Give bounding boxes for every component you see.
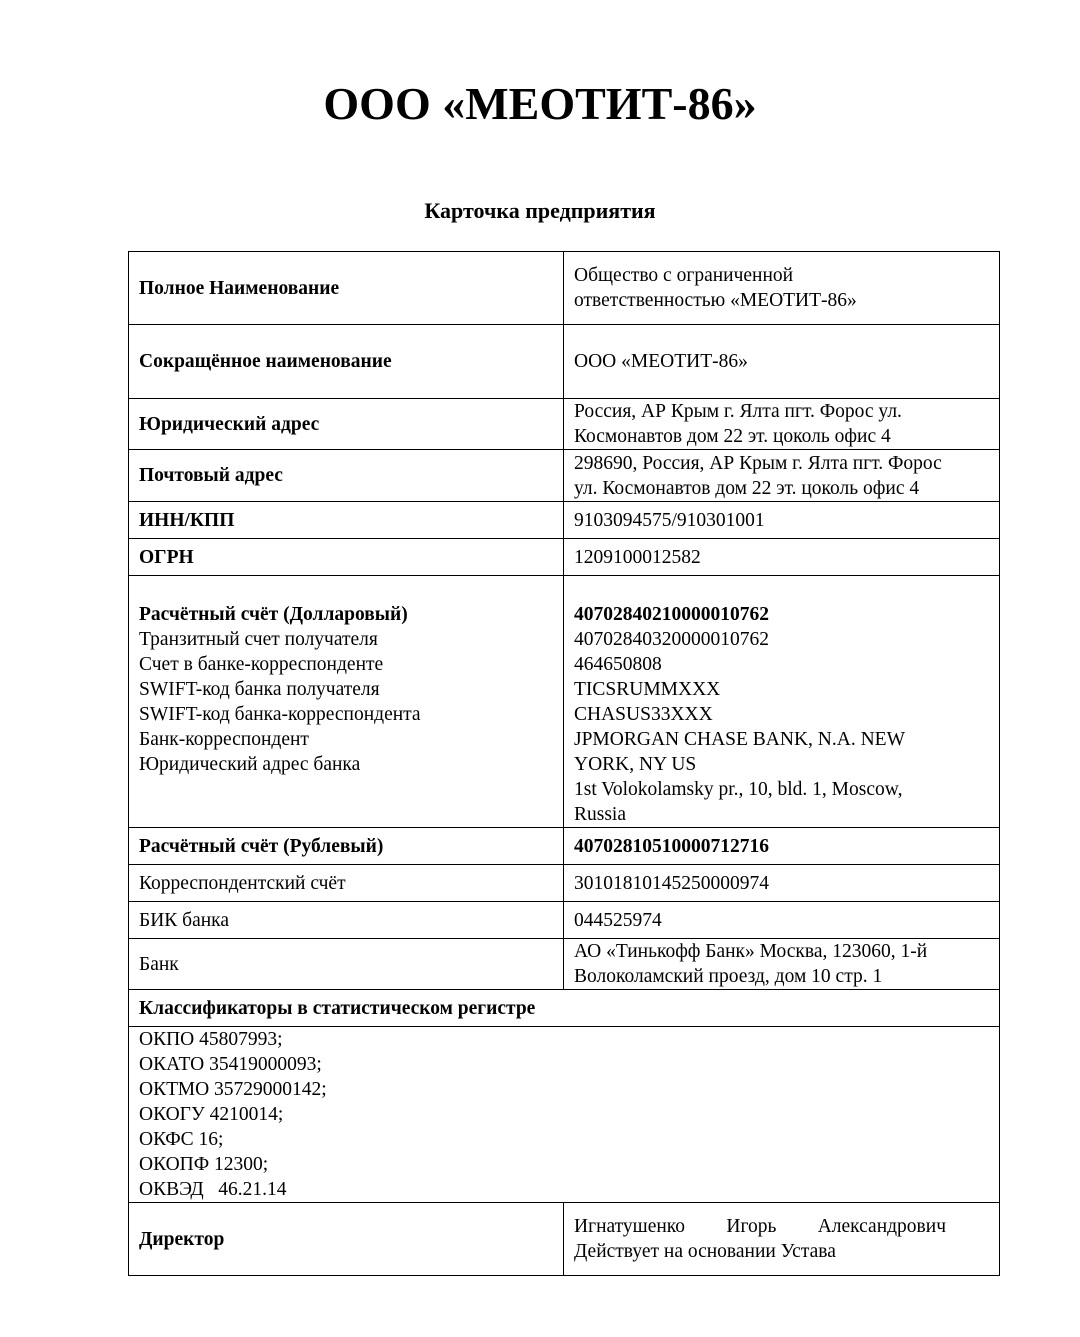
corr-account-label: Корреспондентский счёт (139, 872, 346, 894)
classifiers-list-cell (129, 1027, 1000, 1203)
label-cell (129, 252, 564, 325)
beneficiary-swift-label: SWIFT-код банка получателя (139, 679, 380, 700)
director-basis: Действует на основании Устава (574, 1241, 836, 1262)
postal-address-line2: ул. Космонавтов дом 22 эт. цоколь офис 4 (574, 477, 920, 499)
inn-kpp-value: 9103094575/910301001 (574, 509, 765, 531)
oktmo-code: ОКТМО 35729000142; (139, 1079, 327, 1100)
label-cell (129, 865, 564, 902)
correspondent-bank-value-line2: YORK, NY US (574, 754, 697, 775)
bik-value: 044525974 (574, 909, 662, 931)
corr-account-value: 30101810145250000974 (574, 872, 769, 894)
ogrn-label: ОГРН (139, 546, 194, 568)
row-short-name (129, 325, 1000, 399)
label-cell (129, 902, 564, 939)
usd-account-label: Расчётный счёт (Долларовый) (139, 604, 408, 625)
value-cell (564, 1203, 1000, 1276)
transit-account-value: 40702840320000010762 (574, 629, 769, 650)
inn-kpp-label: ИНН/КПП (139, 509, 235, 531)
usd-account-value: 40702840210000010762 (574, 604, 769, 625)
correspondent-swift-value: CHASUS33XXX (574, 704, 713, 725)
row-bank (129, 939, 1000, 990)
director-label: Директор (139, 1228, 225, 1250)
director-patronymic: Александрович (817, 1216, 946, 1237)
rub-account-value: 40702810510000712716 (574, 835, 769, 857)
rub-account-label: Расчётный счёт (Рублевый) (139, 835, 384, 857)
bank-value-line2: Волоколамский проезд, дом 10 стр. 1 (574, 966, 883, 987)
row-usd-account (129, 576, 1000, 828)
okfs-code: ОКФС 16; (139, 1129, 224, 1150)
value-cell (564, 450, 1000, 502)
value-cell (564, 502, 1000, 539)
label-cell (129, 399, 564, 450)
transit-account-label: Транзитный счет получателя (139, 629, 378, 650)
label-cell (129, 450, 564, 502)
full-name-value-line1: Общество с ограниченной (574, 265, 794, 286)
short-name-value: ООО «МЕОТИТ-86» (574, 351, 748, 372)
ogrn-value: 1209100012582 (574, 546, 701, 568)
row-legal-address (129, 399, 1000, 450)
value-cell (564, 576, 1000, 828)
correspondent-account-value: 464650808 (574, 654, 662, 675)
value-cell (564, 865, 1000, 902)
label-cell (129, 502, 564, 539)
okopf-code: ОКОПФ 12300; (139, 1154, 269, 1175)
bank-legal-address-label: Юридический адрес банка (139, 754, 361, 775)
row-rub-account (129, 828, 1000, 865)
value-cell (564, 325, 1000, 399)
bank-legal-address-value-line1: 1st Volokolamsky pr., 10, bld. 1, Moscow, (574, 779, 903, 800)
company-card-table (128, 251, 1000, 1276)
row-ogrn (129, 539, 1000, 576)
label-cell (129, 576, 564, 828)
director-first-name: Игорь (726, 1216, 777, 1237)
label-cell (129, 539, 564, 576)
row-full-name (129, 252, 1000, 325)
value-cell (564, 939, 1000, 990)
value-cell (564, 399, 1000, 450)
postal-address-line1: 298690, Россия, АР Крым г. Ялта пгт. Форос (574, 452, 942, 474)
correspondent-bank-label: Банк-корреспондент (139, 729, 309, 750)
label-cell (129, 828, 564, 865)
value-cell (564, 828, 1000, 865)
row-postal-address (129, 450, 1000, 502)
row-corr-account (129, 865, 1000, 902)
bik-label: БИК банка (139, 909, 230, 931)
correspondent-bank-value-line1: JPMORGAN CHASE BANK, N.A. NEW (574, 729, 905, 750)
row-inn-kpp (129, 502, 1000, 539)
okogu-code: ОКОГУ 4210014; (139, 1104, 284, 1125)
row-classifiers-heading (129, 990, 1000, 1027)
classifiers-heading-cell (129, 990, 1000, 1027)
postal-address-label: Почтовый адрес (139, 465, 283, 486)
legal-address-line1: Россия, АР Крым г. Ялта пгт. Форос ул. (574, 401, 902, 422)
okato-code: ОКАТО 35419000093; (139, 1054, 322, 1075)
correspondent-account-label: Счет в банке-корреспонденте (139, 654, 384, 675)
full-name-label: Полное Наименование (139, 277, 340, 299)
row-classifiers-list (129, 1027, 1000, 1203)
correspondent-swift-label: SWIFT-код банка-корреспондента (139, 704, 421, 725)
row-director (129, 1203, 1000, 1276)
legal-address-line2: Космонавтов дом 22 эт. цоколь офис 4 (574, 426, 891, 447)
value-cell (564, 902, 1000, 939)
beneficiary-swift-value: TICSRUMMXXX (574, 679, 721, 700)
director-name (574, 1214, 946, 1239)
value-cell (564, 252, 1000, 325)
bank-label: Банк (139, 953, 179, 975)
label-cell (129, 1203, 564, 1276)
bank-legal-address-value-line2: Russia (574, 804, 627, 825)
classifiers-heading: Классификаторы в статистическом регистре (139, 997, 536, 1019)
document-subtitle: Карточка предприятия (424, 198, 656, 223)
document-title: ООО «МЕОТИТ-86» (323, 78, 757, 129)
legal-address-label: Юридический адрес (139, 413, 320, 435)
okved-code: ОКВЭД 46.21.14 (139, 1179, 287, 1200)
okpo-code: ОКПО 45807993; (139, 1029, 283, 1050)
label-cell (129, 325, 564, 399)
row-bik (129, 902, 1000, 939)
short-name-label: Сокращённое наименование (139, 351, 392, 372)
full-name-value-line2: ответственностью «МЕОТИТ-86» (574, 290, 857, 311)
director-surname: Игнатушенко (574, 1216, 686, 1237)
label-cell (129, 939, 564, 990)
value-cell (564, 539, 1000, 576)
bank-value-line1: АО «Тинькофф Банк» Москва, 123060, 1-й (574, 941, 928, 962)
